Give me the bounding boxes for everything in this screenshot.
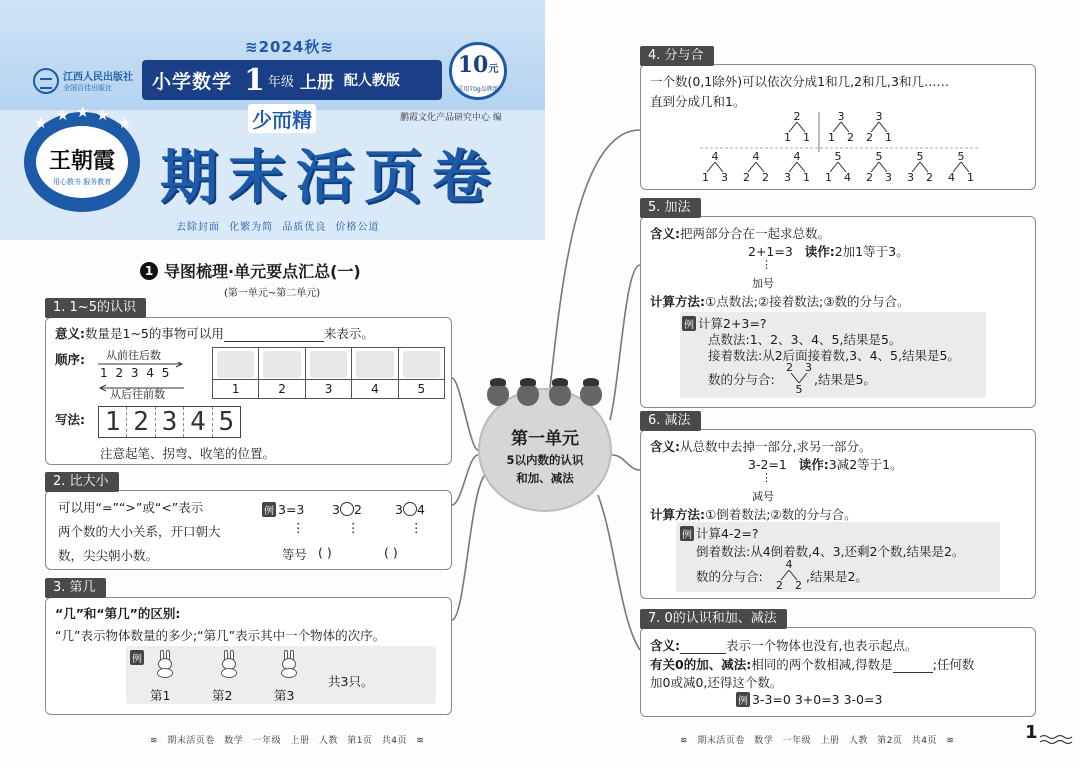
- tree-part: 2: [743, 171, 750, 184]
- sec1-meaning: [55, 324, 374, 342]
- rabbit-label: 第2: [212, 688, 233, 703]
- tree-part: 3: [805, 361, 812, 374]
- sec5-calc: [650, 292, 910, 310]
- tagline: 去除封面 化繁为简 品质优良 价格公道: [176, 222, 380, 233]
- tree-part: 2: [866, 131, 873, 144]
- sec1-write-note: 注意起笔、拐弯、收笔的位置。: [100, 446, 276, 461]
- text: 把两部分合在一起求总数。: [680, 226, 831, 241]
- volume: 上册: [299, 72, 334, 93]
- tree-whole: 4: [711, 150, 719, 163]
- dots: ⋮: [292, 520, 305, 535]
- tree-whole: 5: [795, 383, 803, 396]
- grade-number: 1: [244, 62, 265, 98]
- split-tree: [784, 150, 810, 184]
- star-icon: ★: [96, 106, 110, 124]
- writing-cell: 5: [218, 407, 235, 437]
- writing-cell: 4: [184, 407, 212, 437]
- tree-whole: 3: [875, 110, 883, 123]
- sec3-text: “几”表示物体数量的多少;“第几”表示其中一个物体的次序。: [55, 628, 386, 643]
- sec1-write-label: 写法:: [55, 412, 85, 427]
- chapter-title: 导图梳理·单元要点汇总(一): [164, 262, 361, 281]
- unit-subtitle-2: 和加、减法: [516, 471, 574, 485]
- label: 含义:: [650, 439, 680, 454]
- tree-whole: 5: [957, 150, 965, 163]
- sec2-ex1: 3=3: [278, 502, 305, 517]
- example-tag: 例: [682, 316, 696, 331]
- star-icon: ★: [76, 103, 90, 121]
- tree-part: 1: [702, 171, 709, 184]
- tree-part: 2: [795, 579, 802, 592]
- tree-part: 1: [803, 131, 810, 144]
- rabbit-icon: [278, 650, 300, 678]
- tree-whole: 3: [837, 110, 845, 123]
- sec1-order-numbers: 1 2 3 4 5: [100, 366, 172, 380]
- split-tree: [948, 150, 974, 184]
- strawberry-icon: [515, 378, 541, 406]
- compare-blank-circle: [403, 502, 417, 516]
- sec6-sign-name: 减号: [752, 490, 774, 503]
- text: 2加1等于3。: [834, 244, 909, 259]
- sec5-sign-name: 加号: [752, 277, 774, 290]
- sec2-example: [262, 502, 304, 517]
- sec5-ex-line-3-pre: 数的分与合:: [708, 372, 775, 387]
- tree-part: 3: [885, 171, 892, 184]
- divider: [818, 112, 820, 152]
- sec5-ex-line-1: 点数法:1、2、3、4、5,结果是5。: [708, 332, 902, 347]
- grade-label: 年级: [267, 74, 294, 90]
- rabbit-label: 第1: [150, 688, 171, 703]
- rabbit-label: 第3: [274, 688, 295, 703]
- strawberry-icon: [578, 378, 604, 406]
- equation: 3-2=1: [748, 457, 787, 472]
- fish-picture: [403, 351, 440, 378]
- split-tree: [702, 150, 728, 184]
- writing-grid: [98, 406, 241, 438]
- strawberry-icon: [485, 378, 511, 406]
- split-tree: [907, 150, 933, 184]
- tree-part: 2: [847, 131, 854, 144]
- sec7-example: [736, 692, 882, 707]
- section-2-tag: 2. 比大小: [45, 472, 119, 492]
- sec2-text-3: 数，尖尖朝小数。: [58, 548, 159, 563]
- page-number: 1: [1025, 722, 1038, 743]
- sec7-meaning: [650, 636, 917, 654]
- brand-slogan: 用心教书 服务教育: [52, 178, 112, 186]
- tree-part: 3: [721, 171, 728, 184]
- picture-cell: [399, 348, 444, 398]
- section-1-tag: 1. 1~5的认识: [45, 298, 146, 318]
- house-picture: [217, 351, 254, 378]
- label: 有关0的加、减法:: [650, 657, 752, 672]
- sec7-rule-2: 加0或减0,还得这个数。: [650, 675, 783, 690]
- sec1-meaning-label: 意义:: [55, 326, 85, 341]
- sec6-ex-title: [680, 524, 759, 542]
- split-tree: [828, 110, 854, 144]
- equation: 2+1=3: [748, 244, 793, 259]
- price-unit: 元: [488, 64, 499, 75]
- rabbit-icon: [218, 650, 240, 678]
- bowls-picture: [263, 351, 300, 378]
- brand-name: 王朝霞: [48, 148, 115, 174]
- birds-picture: [356, 351, 393, 378]
- sec2-equal-label: 等号: [282, 547, 308, 562]
- tree-whole: 4: [793, 150, 801, 163]
- footer-right: ≋ 期末活页卷 数学 一年级 上册 人教 第2页 共4页 ≋: [680, 736, 955, 746]
- unit-title: 第一单元: [511, 429, 579, 449]
- dots: ⋮: [347, 520, 360, 535]
- sec5-ex-line-2: 接着数法:从2后面接着数,3、4、5,结果是5。: [708, 348, 960, 363]
- sec2-text-1: 可以用“=”“>”或“<”表示: [58, 500, 204, 515]
- split-tree: [784, 110, 810, 144]
- sec5-ex-line-3-post: ,结果是5。: [814, 372, 876, 387]
- writing-cell: 2: [127, 407, 155, 437]
- tree-part: 1: [885, 131, 892, 144]
- blank-field: [893, 657, 933, 673]
- text: 从总数中去掉一部分,求另一部分。: [680, 439, 872, 454]
- section-4-tag: 4. 分与合: [640, 46, 714, 66]
- section-5-tag: 5. 加法: [640, 198, 701, 218]
- writing-cell: 3: [156, 407, 184, 437]
- number: 3: [395, 502, 403, 517]
- text: 3减2等于1。: [828, 457, 903, 472]
- split-tree: [825, 150, 851, 184]
- example-tag: 例: [736, 692, 750, 707]
- sec5-equation: [748, 242, 909, 260]
- example-tag: 例: [262, 502, 276, 517]
- price-value: 10: [457, 52, 489, 78]
- rabbit-total: 共3只。: [328, 674, 374, 689]
- star-icon: ★: [34, 114, 48, 132]
- blank-field: [680, 638, 726, 654]
- tree-part: 1: [828, 131, 835, 144]
- split-tree: [786, 361, 812, 395]
- picture-label: 4: [352, 379, 397, 397]
- sec1-order-label: 顺序:: [55, 352, 85, 367]
- cover-header: [0, 0, 545, 240]
- strawberry-icon: [547, 378, 573, 406]
- picture-label: 3: [306, 379, 351, 397]
- section-6-tag: 6. 减法: [640, 411, 701, 431]
- text: ;任何数: [932, 657, 975, 672]
- example-tag: 例: [680, 526, 694, 541]
- tree-part: 1: [825, 171, 832, 184]
- compare-blank-circle: [340, 502, 354, 516]
- publisher: [33, 66, 133, 100]
- tree-part: 2: [926, 171, 933, 184]
- sec2-ex2: [332, 502, 362, 517]
- chapter-heading: [140, 259, 361, 282]
- main-title: 期末活页卷: [160, 143, 501, 211]
- label: 含义:: [650, 226, 680, 241]
- count-picture-row: [212, 347, 445, 399]
- tree-whole: 5: [834, 150, 842, 163]
- dots: ⋮: [761, 258, 772, 271]
- unit-subtitle-1: 5以内数的认识: [506, 453, 584, 467]
- footer-left: ≋ 期末活页卷 数学 一年级 上册 人教 第1页 共4页 ≋: [150, 736, 425, 746]
- sec2-paren: ( ): [384, 545, 398, 560]
- title-bar: [142, 60, 442, 100]
- sec6-calc: [650, 505, 857, 523]
- tree-part: 1: [967, 171, 974, 184]
- text: 3-3=0 3+0=3 3-0=3: [752, 692, 883, 707]
- sec1-order-forward: 从前往后数: [106, 349, 161, 362]
- sec6-ex-line-2-pre: 数的分与合:: [696, 569, 763, 584]
- sec7-rule-1: [650, 655, 974, 673]
- text: 计算4-2=?: [696, 526, 759, 541]
- tree-part: 2: [786, 361, 793, 374]
- tree-lines: [789, 373, 809, 383]
- number: 2: [353, 502, 362, 517]
- split-tree: [743, 150, 769, 184]
- picture-cell: [306, 348, 352, 398]
- sec1-order-backward: 从后往前数: [110, 388, 165, 401]
- picture-cell: [213, 348, 259, 398]
- tree-whole: 4: [752, 150, 760, 163]
- picture-label: 1: [213, 379, 258, 397]
- dots: ⋮: [410, 520, 423, 535]
- rabbit-example-panel: [126, 646, 436, 704]
- sec3-title: “几”和“第几”的区别:: [55, 606, 181, 621]
- label: 计算方法:: [650, 507, 705, 522]
- publisher-logo-icon: [33, 68, 59, 94]
- central-node: [478, 388, 612, 512]
- label: 读作:: [804, 244, 835, 259]
- tree-whole: 2: [793, 110, 801, 123]
- tree-part: 2: [866, 171, 873, 184]
- star-icon: ★: [118, 114, 132, 132]
- picture-label: 2: [259, 379, 304, 397]
- picture-cell: [259, 348, 305, 398]
- star-icon: ★: [56, 106, 70, 124]
- picture-cell: [352, 348, 398, 398]
- section-3-tag: 3. 第几: [45, 578, 106, 598]
- sec1-meaning-tail: 来表示。: [323, 326, 374, 341]
- split-tree: [866, 110, 892, 144]
- blank-field: [224, 326, 324, 342]
- publisher-sub: 全国百佳出版社: [63, 84, 112, 92]
- text: 表示一个物体也没有,也表示起点。: [726, 638, 918, 653]
- divider: [700, 147, 980, 149]
- rabbit-icon: [154, 650, 176, 678]
- picture-label: 5: [399, 379, 444, 397]
- label: 含义:: [650, 638, 680, 653]
- writing-cell: 1: [99, 407, 127, 437]
- tree-part: 1: [784, 131, 791, 144]
- tree-part: 1: [803, 171, 810, 184]
- text: 计算2+3=?: [698, 316, 767, 331]
- feature-label: 少而精: [248, 104, 316, 133]
- dots: ⋮: [761, 471, 772, 484]
- editor-credit: 鹏霞文化产品研究中心 编: [400, 113, 502, 123]
- text: ①倒着数法;②数的分与合。: [705, 507, 857, 522]
- sec4-text-1: 一个数(0,1除外)可以依次分成1和几,2和几,3和几……: [650, 74, 949, 89]
- publisher-name: 江西人民出版社: [63, 72, 133, 83]
- sec4-text-2: 直到分成几和1。: [650, 94, 746, 109]
- split-tree: [776, 558, 802, 592]
- edition: 配人教版: [343, 73, 400, 89]
- wave-decoration-icon: [1040, 734, 1076, 744]
- tree-whole: 4: [785, 558, 793, 571]
- tree-whole: 5: [875, 150, 883, 163]
- example-tag: 例: [130, 650, 144, 665]
- sec1-meaning-text: 数量是1~5的事物可以用: [85, 326, 224, 341]
- tree-part: 3: [784, 171, 791, 184]
- tree-part: 2: [776, 579, 783, 592]
- number: 4: [416, 502, 425, 517]
- text: ①点数法;②接着数法;③数的分与合。: [705, 294, 910, 309]
- tree-part: 4: [844, 171, 851, 184]
- sec2-paren: ( ): [318, 545, 332, 560]
- section-7-tag: 7. 0的认识和加、减法: [640, 609, 787, 629]
- tree-whole: 5: [916, 150, 924, 163]
- number: 3: [332, 502, 340, 517]
- butterflies-picture: [310, 351, 347, 378]
- sec6-ex-line-1: 倒着数法:从4倒着数,4、3,还剩2个数,结果是2。: [696, 544, 965, 559]
- label: 读作:: [798, 457, 829, 472]
- label: 计算方法:: [650, 294, 705, 309]
- text: 相同的两个数相减,得数是: [751, 657, 893, 672]
- subject: 小学数学: [152, 70, 233, 93]
- split-tree: [866, 150, 892, 184]
- sec5-meaning: [650, 224, 830, 242]
- sec2-text-2: 两个数的大小关系，开口朝大: [58, 524, 221, 539]
- tree-part: 3: [907, 171, 914, 184]
- chapter-subtitle: (第一单元~第二单元): [224, 288, 321, 299]
- sec6-meaning: [650, 437, 871, 455]
- price-note: 采用70g品牌纸: [457, 86, 499, 93]
- chapter-badge: 1: [140, 262, 158, 280]
- tree-part: 2: [762, 171, 769, 184]
- sec2-ex3: [395, 502, 425, 517]
- brand-logo: [24, 103, 140, 212]
- tree-part: 4: [948, 171, 955, 184]
- price-badge: [449, 42, 507, 100]
- sec6-ex-line-2-post: ,结果是2。: [806, 569, 868, 584]
- season-label: ≋2024秋≋: [245, 38, 334, 56]
